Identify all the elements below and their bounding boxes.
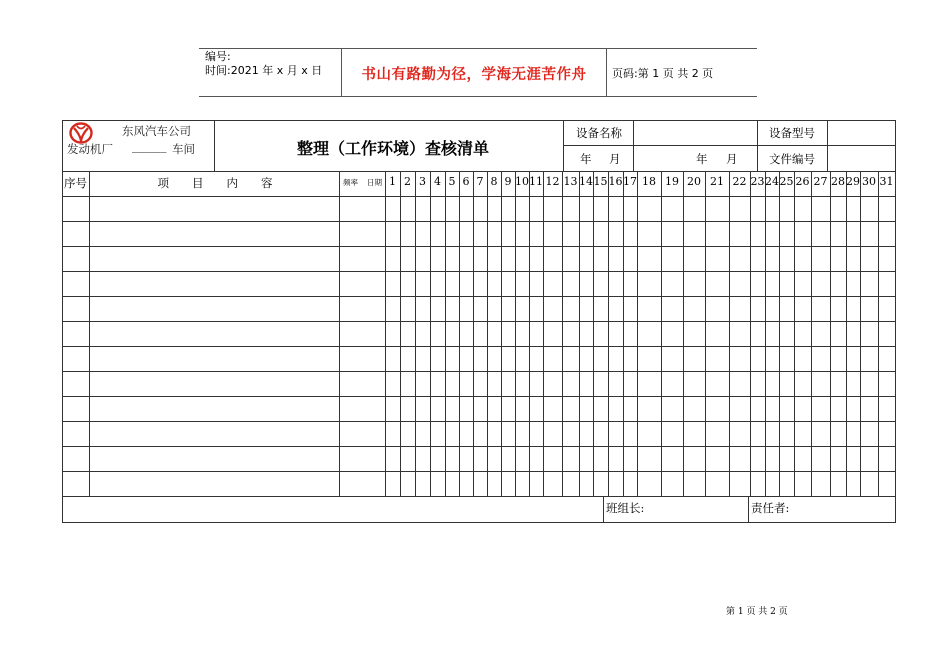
day-header-9: 9 — [504, 175, 512, 188]
grid-line — [750, 171, 751, 497]
day-header-20: 20 — [687, 175, 701, 188]
doc-number-label: 文件编号 — [769, 152, 815, 166]
day-header-21: 21 — [710, 175, 724, 188]
grid-line — [62, 496, 896, 497]
workshop-label: 车间 — [172, 142, 195, 156]
grid-line — [794, 171, 795, 497]
responsible-label: 责任者: — [751, 501, 790, 515]
grid-line — [62, 396, 896, 397]
grid-line — [62, 346, 896, 347]
grid-line — [62, 171, 896, 172]
workshop-blank: ______ — [132, 139, 167, 153]
day-header-2: 2 — [404, 175, 411, 188]
day-header-29: 29 — [846, 175, 860, 188]
grid-line — [214, 120, 215, 171]
grid-line — [62, 446, 896, 447]
grid-line — [400, 171, 401, 497]
grid-line — [473, 171, 474, 497]
grid-line — [385, 171, 386, 497]
grid-line — [62, 421, 896, 422]
start-month-label: 月 — [609, 152, 621, 166]
checklist-form — [62, 120, 895, 522]
day-header-13: 13 — [563, 175, 578, 188]
grid-line — [748, 496, 749, 523]
day-header-15: 15 — [593, 175, 608, 188]
grid-line — [62, 246, 896, 247]
day-header-10: 10 — [515, 175, 529, 188]
grid-line — [430, 171, 431, 497]
day-header-1: 1 — [389, 175, 396, 188]
day-header-6: 6 — [462, 175, 470, 188]
grid-line — [89, 171, 90, 497]
end-year-label: 年 — [696, 152, 708, 166]
grid-line — [62, 321, 896, 322]
day-header-25: 25 — [779, 175, 794, 188]
col-date-header: 日期 — [367, 178, 382, 187]
grid-line — [529, 171, 530, 497]
grid-line — [860, 171, 861, 497]
grid-line — [339, 171, 340, 497]
grid-line — [830, 171, 831, 497]
day-header-19: 19 — [665, 175, 679, 188]
grid-line — [62, 271, 896, 272]
col-seq-header: 序号 — [64, 176, 87, 190]
grid-line — [811, 171, 812, 497]
grid-line — [62, 296, 896, 297]
day-header-11: 11 — [529, 175, 543, 188]
col-freq-header: 频率 — [343, 178, 358, 187]
grid-line — [501, 171, 502, 497]
day-header-26: 26 — [795, 175, 810, 188]
grid-line — [445, 171, 446, 497]
day-header-22: 22 — [732, 175, 747, 188]
day-header-27: 27 — [813, 175, 828, 188]
header-top-rule — [199, 48, 757, 49]
grid-line — [637, 171, 638, 497]
company-name: 东风汽车公司 — [122, 124, 191, 138]
day-header-16: 16 — [608, 175, 623, 188]
grid-line — [878, 171, 879, 497]
day-header-24: 24 — [765, 175, 779, 188]
end-month-label: 月 — [726, 152, 738, 166]
grid-line — [593, 171, 594, 497]
grid-line — [487, 171, 488, 497]
header-divider-right — [606, 48, 607, 96]
grid-line — [846, 171, 847, 497]
grid-line — [62, 371, 896, 372]
equipment-model-label: 设备型号 — [769, 126, 815, 140]
day-header-4: 4 — [434, 175, 441, 188]
grid-line — [779, 171, 780, 497]
grid-line — [515, 171, 516, 497]
team-leader-label: 班组长: — [606, 501, 645, 515]
grid-line — [765, 171, 766, 497]
grid-line — [563, 145, 896, 146]
serial-label: 编号: — [205, 50, 231, 63]
equipment-name-label: 设备名称 — [576, 126, 622, 140]
grid-line — [562, 171, 563, 497]
grid-line — [683, 171, 684, 497]
day-header-14: 14 — [579, 175, 593, 188]
col-item-header: 项 目 内 容 — [157, 176, 273, 190]
grid-line — [603, 496, 604, 523]
grid-line — [623, 171, 624, 497]
day-header-18: 18 — [642, 175, 656, 188]
day-header-17: 17 — [623, 175, 637, 188]
grid-line — [579, 171, 580, 497]
day-header-23: 23 — [750, 175, 765, 188]
grid-line — [62, 221, 896, 222]
form-title: 整理（工作环境）查核清单 — [296, 139, 489, 158]
grid-line — [543, 171, 544, 497]
form-border-bottom — [62, 522, 896, 523]
form-border-top — [62, 120, 896, 121]
time-label: 时间:2021 年 x 月 x 日 — [205, 64, 323, 77]
day-header-28: 28 — [831, 175, 845, 188]
grid-line — [729, 171, 730, 497]
grid-line — [62, 471, 896, 472]
day-header-3: 3 — [419, 175, 426, 188]
plant-name: 发动机厂 — [67, 142, 113, 156]
grid-line — [62, 196, 896, 197]
day-header-8: 8 — [490, 175, 498, 188]
grid-line — [415, 171, 416, 497]
day-header-5: 5 — [448, 175, 456, 188]
page-label: 页码:第 1 页 共 2 页 — [612, 67, 714, 80]
grid-line — [661, 171, 662, 497]
page-footer: 第 1 页 共 2 页 — [726, 607, 788, 617]
grid-line — [459, 171, 460, 497]
header-bottom-rule — [199, 96, 757, 97]
grid-line — [608, 171, 609, 497]
day-header-12: 12 — [545, 175, 560, 188]
day-header-7: 7 — [476, 175, 484, 188]
start-year-label: 年 — [580, 152, 592, 166]
day-header-30: 30 — [862, 175, 876, 188]
grid-line — [705, 171, 706, 497]
day-header-31: 31 — [879, 175, 894, 188]
motto-text: 书山有路勤为径，学海无涯苦作舟 — [361, 67, 587, 83]
